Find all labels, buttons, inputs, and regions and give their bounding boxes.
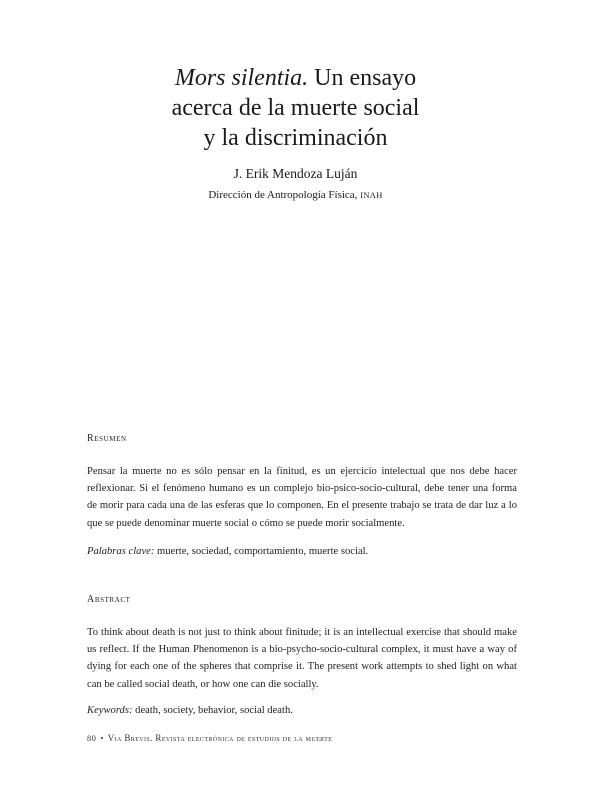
affiliation-org: INAH xyxy=(360,190,383,200)
article-title xyxy=(60,63,531,153)
resumen-heading: Resumen xyxy=(87,433,127,444)
page-number: 80 xyxy=(87,733,97,743)
abstract-keywords-list: death, society, behavior, social death. xyxy=(132,705,293,716)
title-line-3: y la discriminación xyxy=(203,125,388,151)
title-italic-part: Mors silentia. xyxy=(174,65,309,91)
affiliation-text: Dirección de Antropología Física, xyxy=(208,189,361,201)
footer-bullet: • xyxy=(100,733,104,743)
abstract-keywords xyxy=(87,702,517,719)
title-line-2: acerca de la muerte social xyxy=(171,95,420,121)
author-affiliation xyxy=(0,187,591,203)
page-footer xyxy=(87,733,332,743)
abstract-keywords-label: Keywords: xyxy=(87,705,133,716)
journal-name: Via Brevis. Revista electrónica de estudios de la muerte xyxy=(107,733,333,743)
resumen-keywords xyxy=(87,543,517,560)
resumen-keywords-list: muerte, sociedad, comportamiento, muerte social. xyxy=(154,546,369,557)
author-name: J. Erik Mendoza Luján xyxy=(233,166,358,181)
title-line-1-rest: Un ensayo xyxy=(308,65,417,91)
abstract-body: To think about death is not just to think about finitude; it is an intellectual exercise that should make us reflect. If the Human Phenomenon is a bio-psycho-socio-cultural complex, it must have a way of dying for each one of the spheres that comprise it. The present work attempts to shed light on what can be called social death, or how one can die socially. xyxy=(87,627,517,690)
resumen-keywords-label: Palabras clave: xyxy=(87,546,155,557)
title-line-1 xyxy=(60,63,531,93)
resumen-body: Pensar la muerte no es sólo pensar en la finitud, es un ejercicio intelectual que nos debe hacer reflexionar. Si el fenómeno humano es un complejo bio-psico-socio-cultural, debe tener una forma de morir para cada una de las esferas que lo componen. En el presente trabajo se trata de dar luz a lo que se puede denominar muerte social o cómo se puede morir socialmente. xyxy=(87,466,517,529)
abstract-heading: Abstract xyxy=(87,594,131,605)
